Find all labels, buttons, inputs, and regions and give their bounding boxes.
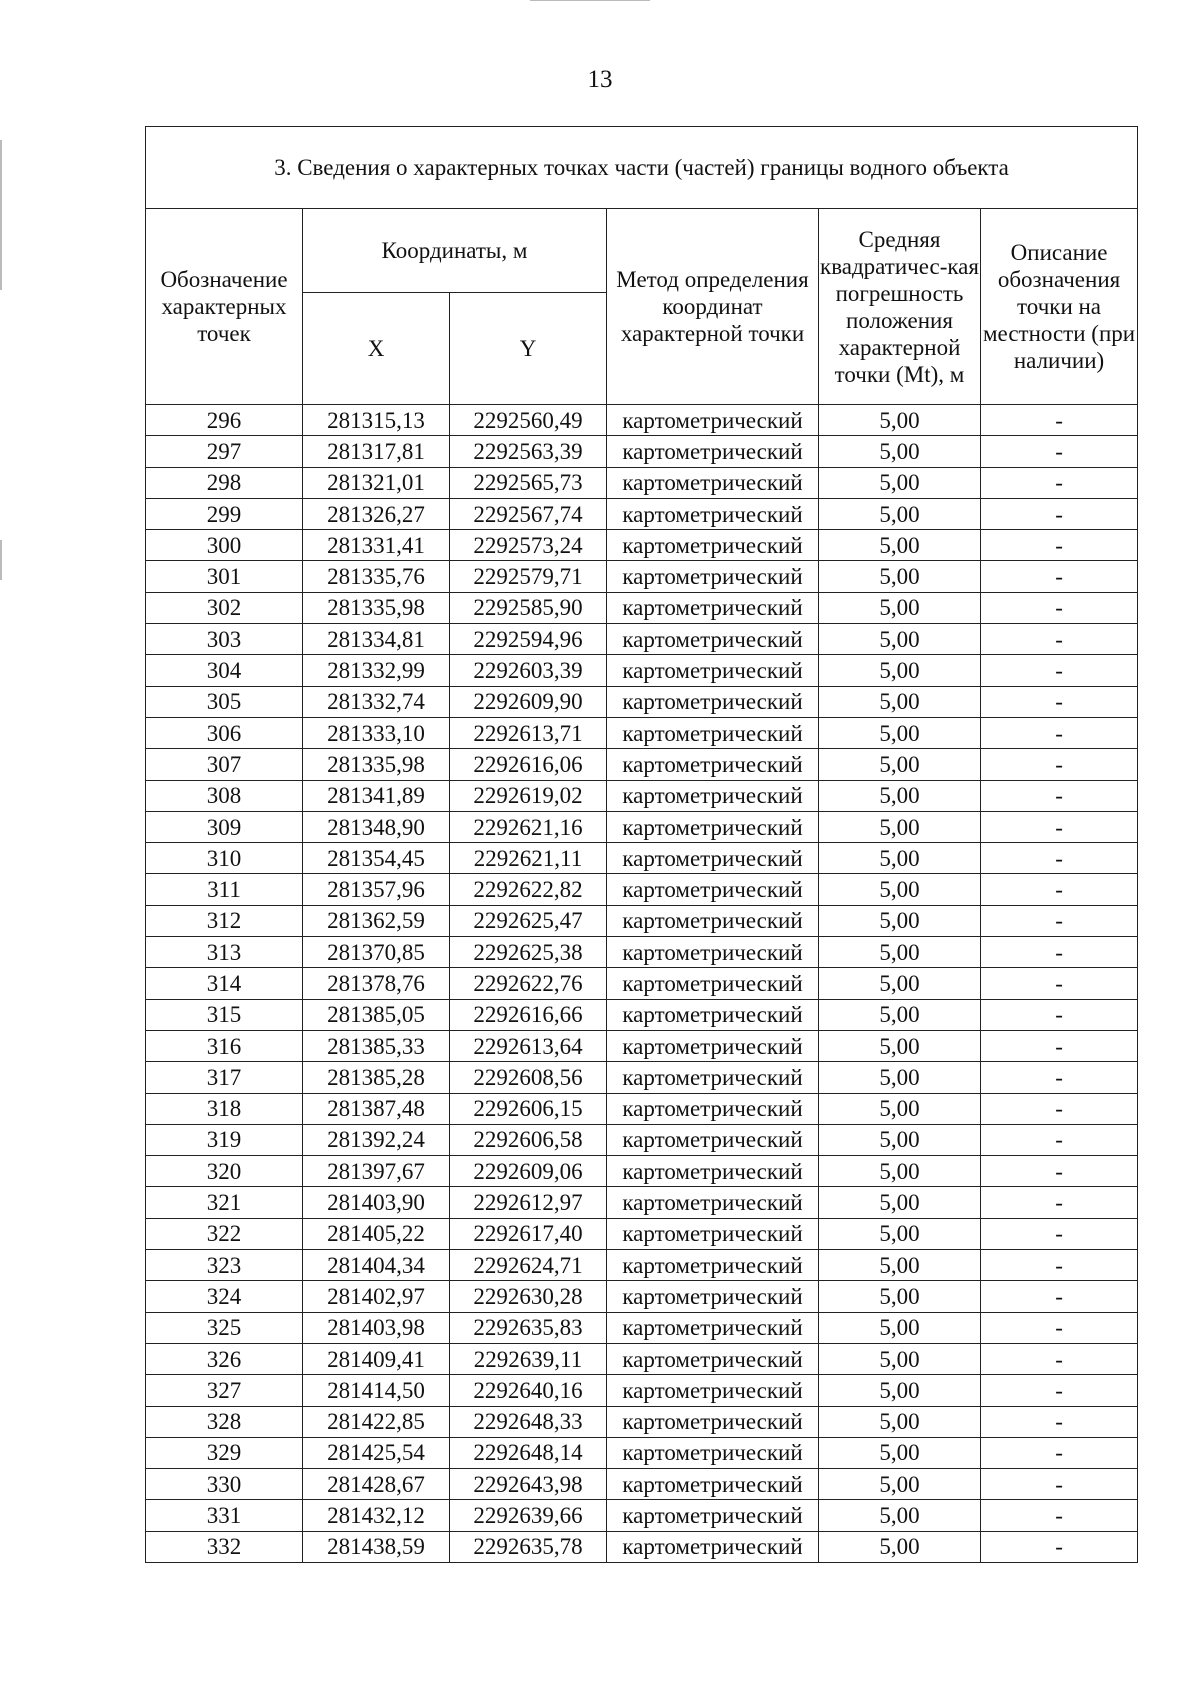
mean-error-cell: 5,00	[819, 467, 981, 498]
mean-error-cell: 5,00	[819, 843, 981, 874]
x-coordinate-cell: 281404,34	[303, 1250, 450, 1281]
x-coordinate-cell: 281326,27	[303, 498, 450, 529]
description-cell: -	[981, 561, 1138, 592]
mean-error-cell: 5,00	[819, 811, 981, 842]
method-cell: картометрический	[607, 1124, 819, 1155]
point-id-cell: 316	[146, 1030, 303, 1061]
y-coordinate-cell: 2292619,02	[450, 780, 607, 811]
y-coordinate-cell: 2292643,98	[450, 1469, 607, 1500]
method-cell: картометрический	[607, 467, 819, 498]
x-coordinate-cell: 281331,41	[303, 530, 450, 561]
x-coordinate-cell: 281378,76	[303, 968, 450, 999]
mean-error-cell: 5,00	[819, 624, 981, 655]
x-coordinate-cell: 281385,28	[303, 1062, 450, 1093]
mean-error-cell: 5,00	[819, 874, 981, 905]
table-row	[146, 843, 1138, 874]
mean-error-cell: 5,00	[819, 436, 981, 467]
x-coordinate-cell: 281385,05	[303, 999, 450, 1030]
method-cell: картометрический	[607, 1187, 819, 1218]
mean-error-cell: 5,00	[819, 1375, 981, 1406]
table-row	[146, 436, 1138, 467]
table-row	[146, 780, 1138, 811]
x-coordinate-cell: 281341,89	[303, 780, 450, 811]
header-method: Метод определения координат характерной точки	[607, 209, 819, 405]
table-row	[146, 749, 1138, 780]
y-coordinate-cell: 2292622,76	[450, 968, 607, 999]
method-cell: картометрический	[607, 1531, 819, 1562]
x-coordinate-cell: 281334,81	[303, 624, 450, 655]
x-coordinate-cell: 281425,54	[303, 1437, 450, 1468]
method-cell: картометрический	[607, 1250, 819, 1281]
y-coordinate-cell: 2292560,49	[450, 405, 607, 436]
description-cell: -	[981, 655, 1138, 686]
table-row	[146, 1281, 1138, 1312]
point-id-cell: 312	[146, 905, 303, 936]
description-cell: -	[981, 1093, 1138, 1124]
x-coordinate-cell: 281409,41	[303, 1343, 450, 1374]
x-coordinate-cell: 281335,98	[303, 749, 450, 780]
table-row	[146, 1500, 1138, 1531]
mean-error-cell: 5,00	[819, 717, 981, 748]
table-row	[146, 1437, 1138, 1468]
table-row	[146, 1093, 1138, 1124]
boundary-points-table	[145, 126, 1138, 1563]
x-coordinate-cell: 281403,98	[303, 1312, 450, 1343]
method-cell: картометрический	[607, 937, 819, 968]
mean-error-cell: 5,00	[819, 780, 981, 811]
y-coordinate-cell: 2292648,33	[450, 1406, 607, 1437]
y-coordinate-cell: 2292594,96	[450, 624, 607, 655]
method-cell: картометрический	[607, 1375, 819, 1406]
table-row	[146, 937, 1138, 968]
table-row	[146, 1156, 1138, 1187]
method-cell: картометрический	[607, 999, 819, 1030]
y-coordinate-cell: 2292625,47	[450, 905, 607, 936]
y-coordinate-cell: 2292635,83	[450, 1312, 607, 1343]
method-cell: картометрический	[607, 968, 819, 999]
description-cell: -	[981, 1343, 1138, 1374]
point-id-cell: 302	[146, 592, 303, 623]
mean-error-cell: 5,00	[819, 1218, 981, 1249]
table-row	[146, 1124, 1138, 1155]
mean-error-cell: 5,00	[819, 1343, 981, 1374]
header-coordinates: Координаты, м	[303, 209, 607, 293]
y-coordinate-cell: 2292613,64	[450, 1030, 607, 1061]
table-row	[146, 686, 1138, 717]
description-cell: -	[981, 1312, 1138, 1343]
x-coordinate-cell: 281335,76	[303, 561, 450, 592]
mean-error-cell: 5,00	[819, 1030, 981, 1061]
description-cell: -	[981, 905, 1138, 936]
description-cell: -	[981, 1469, 1138, 1500]
description-cell: -	[981, 498, 1138, 529]
method-cell: картометрический	[607, 1156, 819, 1187]
x-coordinate-cell: 281357,96	[303, 874, 450, 905]
point-id-cell: 317	[146, 1062, 303, 1093]
mean-error-cell: 5,00	[819, 405, 981, 436]
mean-error-cell: 5,00	[819, 749, 981, 780]
method-cell: картометрический	[607, 1062, 819, 1093]
y-coordinate-cell: 2292608,56	[450, 1062, 607, 1093]
point-id-cell: 327	[146, 1375, 303, 1406]
description-cell: -	[981, 1187, 1138, 1218]
y-coordinate-cell: 2292622,82	[450, 874, 607, 905]
method-cell: картометрический	[607, 405, 819, 436]
mean-error-cell: 5,00	[819, 905, 981, 936]
mean-error-cell: 5,00	[819, 1437, 981, 1468]
description-cell: -	[981, 1030, 1138, 1061]
table-row	[146, 1312, 1138, 1343]
description-cell: -	[981, 937, 1138, 968]
description-cell: -	[981, 1124, 1138, 1155]
point-id-cell: 331	[146, 1500, 303, 1531]
table-row	[146, 1343, 1138, 1374]
y-coordinate-cell: 2292639,66	[450, 1500, 607, 1531]
x-coordinate-cell: 281385,33	[303, 1030, 450, 1061]
mean-error-cell: 5,00	[819, 999, 981, 1030]
method-cell: картометрический	[607, 1218, 819, 1249]
point-id-cell: 298	[146, 467, 303, 498]
description-cell: -	[981, 1156, 1138, 1187]
table-row	[146, 1030, 1138, 1061]
point-id-cell: 323	[146, 1250, 303, 1281]
x-coordinate-cell: 281428,67	[303, 1469, 450, 1500]
point-id-cell: 314	[146, 968, 303, 999]
table-row	[146, 905, 1138, 936]
description-cell: -	[981, 436, 1138, 467]
method-cell: картометрический	[607, 1500, 819, 1531]
method-cell: картометрический	[607, 624, 819, 655]
description-cell: -	[981, 624, 1138, 655]
table-row	[146, 874, 1138, 905]
point-id-cell: 320	[146, 1156, 303, 1187]
point-id-cell: 300	[146, 530, 303, 561]
point-id-cell: 330	[146, 1469, 303, 1500]
table-row	[146, 655, 1138, 686]
method-cell: картометрический	[607, 592, 819, 623]
table-row	[146, 1406, 1138, 1437]
header-description: Описание обозначения точки на местности (при наличии)	[981, 209, 1138, 405]
x-coordinate-cell: 281438,59	[303, 1531, 450, 1562]
description-cell: -	[981, 1375, 1138, 1406]
mean-error-cell: 5,00	[819, 1124, 981, 1155]
header-y: Y	[450, 293, 607, 405]
scan-artifact-line	[0, 540, 2, 580]
y-coordinate-cell: 2292606,58	[450, 1124, 607, 1155]
header-point-designation: Обозначение характерных точек	[146, 209, 303, 405]
description-cell: -	[981, 592, 1138, 623]
description-cell: -	[981, 1531, 1138, 1562]
point-id-cell: 315	[146, 999, 303, 1030]
x-coordinate-cell: 281317,81	[303, 436, 450, 467]
mean-error-cell: 5,00	[819, 1187, 981, 1218]
method-cell: картометрический	[607, 1406, 819, 1437]
point-id-cell: 310	[146, 843, 303, 874]
table-row	[146, 1375, 1138, 1406]
x-coordinate-cell: 281332,74	[303, 686, 450, 717]
method-cell: картометрический	[607, 780, 819, 811]
description-cell: -	[981, 1500, 1138, 1531]
point-id-cell: 307	[146, 749, 303, 780]
description-cell: -	[981, 467, 1138, 498]
point-id-cell: 305	[146, 686, 303, 717]
method-cell: картометрический	[607, 498, 819, 529]
point-id-cell: 332	[146, 1531, 303, 1562]
x-coordinate-cell: 281362,59	[303, 905, 450, 936]
point-id-cell: 326	[146, 1343, 303, 1374]
table-row	[146, 1531, 1138, 1562]
y-coordinate-cell: 2292621,16	[450, 811, 607, 842]
x-coordinate-cell: 281432,12	[303, 1500, 450, 1531]
table-row	[146, 467, 1138, 498]
x-coordinate-cell: 281403,90	[303, 1187, 450, 1218]
mean-error-cell: 5,00	[819, 1062, 981, 1093]
point-id-cell: 322	[146, 1218, 303, 1249]
scan-artifact-line	[0, 140, 2, 290]
description-cell: -	[981, 405, 1138, 436]
method-cell: картометрический	[607, 530, 819, 561]
description-cell: -	[981, 530, 1138, 561]
description-cell: -	[981, 749, 1138, 780]
y-coordinate-cell: 2292613,71	[450, 717, 607, 748]
description-cell: -	[981, 1437, 1138, 1468]
y-coordinate-cell: 2292579,71	[450, 561, 607, 592]
method-cell: картометрический	[607, 874, 819, 905]
table-row	[146, 592, 1138, 623]
point-id-cell: 318	[146, 1093, 303, 1124]
x-coordinate-cell: 281422,85	[303, 1406, 450, 1437]
x-coordinate-cell: 281397,67	[303, 1156, 450, 1187]
y-coordinate-cell: 2292617,40	[450, 1218, 607, 1249]
header-mean-error: Средняя квадратичес-кая погрешность положения характерной точки (Mt), м	[819, 209, 981, 405]
table-body	[146, 405, 1138, 1563]
y-coordinate-cell: 2292624,71	[450, 1250, 607, 1281]
x-coordinate-cell: 281335,98	[303, 592, 450, 623]
table-row	[146, 530, 1138, 561]
table-row	[146, 1187, 1138, 1218]
mean-error-cell: 5,00	[819, 686, 981, 717]
table-row	[146, 1218, 1138, 1249]
method-cell: картометрический	[607, 811, 819, 842]
table-row	[146, 561, 1138, 592]
x-coordinate-cell: 281321,01	[303, 467, 450, 498]
point-id-cell: 325	[146, 1312, 303, 1343]
x-coordinate-cell: 281332,99	[303, 655, 450, 686]
description-cell: -	[981, 686, 1138, 717]
table-title: 3. Сведения о характерных точках части (частей) границы водного объекта	[146, 127, 1138, 209]
mean-error-cell: 5,00	[819, 592, 981, 623]
description-cell: -	[981, 1406, 1138, 1437]
table-row	[146, 498, 1138, 529]
table-row	[146, 1469, 1138, 1500]
y-coordinate-cell: 2292635,78	[450, 1531, 607, 1562]
y-coordinate-cell: 2292616,06	[450, 749, 607, 780]
y-coordinate-cell: 2292573,24	[450, 530, 607, 561]
description-cell: -	[981, 1281, 1138, 1312]
y-coordinate-cell: 2292616,66	[450, 999, 607, 1030]
method-cell: картометрический	[607, 436, 819, 467]
point-id-cell: 299	[146, 498, 303, 529]
mean-error-cell: 5,00	[819, 1469, 981, 1500]
mean-error-cell: 5,00	[819, 1531, 981, 1562]
mean-error-cell: 5,00	[819, 1156, 981, 1187]
point-id-cell: 296	[146, 405, 303, 436]
method-cell: картометрический	[607, 1312, 819, 1343]
mean-error-cell: 5,00	[819, 1281, 981, 1312]
mean-error-cell: 5,00	[819, 937, 981, 968]
y-coordinate-cell: 2292621,11	[450, 843, 607, 874]
method-cell: картометрический	[607, 843, 819, 874]
point-id-cell: 303	[146, 624, 303, 655]
method-cell: картометрический	[607, 1281, 819, 1312]
y-coordinate-cell: 2292648,14	[450, 1437, 607, 1468]
method-cell: картометрический	[607, 686, 819, 717]
method-cell: картометрический	[607, 655, 819, 686]
mean-error-cell: 5,00	[819, 1250, 981, 1281]
table-row	[146, 405, 1138, 436]
y-coordinate-cell: 2292630,28	[450, 1281, 607, 1312]
point-id-cell: 304	[146, 655, 303, 686]
point-id-cell: 324	[146, 1281, 303, 1312]
mean-error-cell: 5,00	[819, 1093, 981, 1124]
description-cell: -	[981, 874, 1138, 905]
table-row	[146, 717, 1138, 748]
mean-error-cell: 5,00	[819, 1406, 981, 1437]
method-cell: картометрический	[607, 905, 819, 936]
mean-error-cell: 5,00	[819, 498, 981, 529]
x-coordinate-cell: 281370,85	[303, 937, 450, 968]
point-id-cell: 308	[146, 780, 303, 811]
x-coordinate-cell: 281333,10	[303, 717, 450, 748]
header-x: X	[303, 293, 450, 405]
description-cell: -	[981, 780, 1138, 811]
description-cell: -	[981, 1218, 1138, 1249]
description-cell: -	[981, 968, 1138, 999]
y-coordinate-cell: 2292565,73	[450, 467, 607, 498]
point-id-cell: 301	[146, 561, 303, 592]
scan-artifact-line	[530, 0, 650, 1]
y-coordinate-cell: 2292585,90	[450, 592, 607, 623]
point-id-cell: 313	[146, 937, 303, 968]
x-coordinate-cell: 281392,24	[303, 1124, 450, 1155]
description-cell: -	[981, 1250, 1138, 1281]
table-row	[146, 968, 1138, 999]
page-number: 13	[587, 66, 613, 93]
x-coordinate-cell: 281348,90	[303, 811, 450, 842]
x-coordinate-cell: 281354,45	[303, 843, 450, 874]
description-cell: -	[981, 999, 1138, 1030]
mean-error-cell: 5,00	[819, 655, 981, 686]
y-coordinate-cell: 2292606,15	[450, 1093, 607, 1124]
method-cell: картометрический	[607, 561, 819, 592]
method-cell: картометрический	[607, 717, 819, 748]
point-id-cell: 321	[146, 1187, 303, 1218]
mean-error-cell: 5,00	[819, 530, 981, 561]
description-cell: -	[981, 843, 1138, 874]
y-coordinate-cell: 2292625,38	[450, 937, 607, 968]
x-coordinate-cell: 281414,50	[303, 1375, 450, 1406]
mean-error-cell: 5,00	[819, 1500, 981, 1531]
mean-error-cell: 5,00	[819, 561, 981, 592]
method-cell: картометрический	[607, 1437, 819, 1468]
y-coordinate-cell: 2292640,16	[450, 1375, 607, 1406]
table-row	[146, 1062, 1138, 1093]
x-coordinate-cell: 281405,22	[303, 1218, 450, 1249]
point-id-cell: 309	[146, 811, 303, 842]
method-cell: картометрический	[607, 1343, 819, 1374]
point-id-cell: 319	[146, 1124, 303, 1155]
y-coordinate-cell: 2292612,97	[450, 1187, 607, 1218]
table-row	[146, 811, 1138, 842]
y-coordinate-cell: 2292609,90	[450, 686, 607, 717]
method-cell: картометрический	[607, 1469, 819, 1500]
y-coordinate-cell: 2292639,11	[450, 1343, 607, 1374]
point-id-cell: 329	[146, 1437, 303, 1468]
y-coordinate-cell: 2292563,39	[450, 436, 607, 467]
table-row	[146, 1250, 1138, 1281]
mean-error-cell: 5,00	[819, 968, 981, 999]
table-row	[146, 624, 1138, 655]
y-coordinate-cell: 2292603,39	[450, 655, 607, 686]
x-coordinate-cell: 281387,48	[303, 1093, 450, 1124]
method-cell: картометрический	[607, 749, 819, 780]
description-cell: -	[981, 717, 1138, 748]
point-id-cell: 297	[146, 436, 303, 467]
x-coordinate-cell: 281315,13	[303, 405, 450, 436]
description-cell: -	[981, 811, 1138, 842]
method-cell: картометрический	[607, 1093, 819, 1124]
point-id-cell: 306	[146, 717, 303, 748]
point-id-cell: 311	[146, 874, 303, 905]
method-cell: картометрический	[607, 1030, 819, 1061]
y-coordinate-cell: 2292609,06	[450, 1156, 607, 1187]
table-row	[146, 999, 1138, 1030]
mean-error-cell: 5,00	[819, 1312, 981, 1343]
description-cell: -	[981, 1062, 1138, 1093]
point-id-cell: 328	[146, 1406, 303, 1437]
y-coordinate-cell: 2292567,74	[450, 498, 607, 529]
x-coordinate-cell: 281402,97	[303, 1281, 450, 1312]
